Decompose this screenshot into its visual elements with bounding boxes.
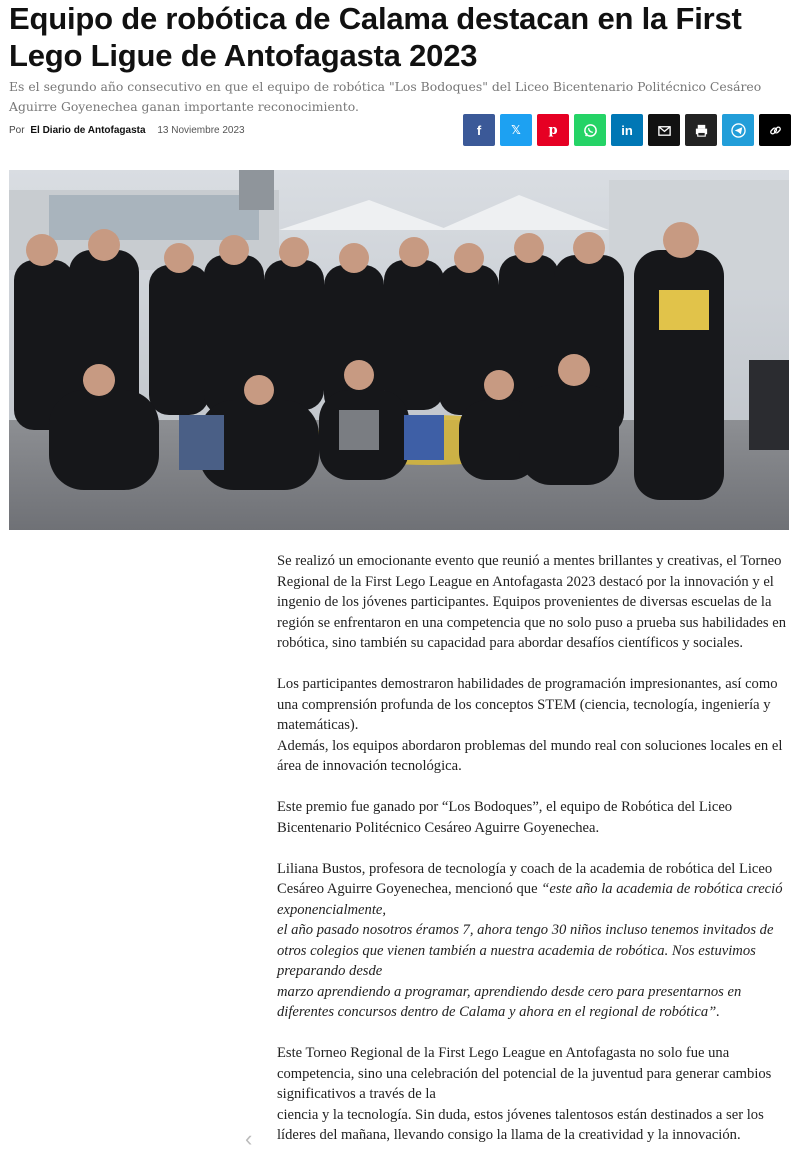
byline-prefix: Por [9, 125, 25, 136]
printer-icon [694, 123, 709, 138]
byline [9, 125, 245, 136]
author-link[interactable]: El Diario de Antofagasta [30, 125, 146, 136]
paragraph-line: Este Torneo Regional de la First Lego League en Antofagasta no solo fue una competencia, sino una celebración del potencial de la juventud para generar cambios significativos a través de la [277, 1045, 772, 1102]
paragraph-line: ciencia y la tecnología. Sin duda, estos jóvenes talentosos están destinados a ser los líderes del mañana, llevando consigo la llama de la creatividad y la innovación. [277, 1106, 764, 1143]
linkedin-share-button[interactable] [611, 114, 643, 146]
paragraph [277, 674, 792, 777]
whatsapp-icon [583, 123, 598, 138]
paragraph [277, 1043, 792, 1146]
publish-date: 13 Noviembre 2023 [157, 125, 245, 136]
article-subtitle: Es el segundo año consecutivo en que el equipo de robótica "Los Bodoques" del Liceo Bicentenario Politécnico Cesáreo Aguirre Goyenechea ganan importante reconocimiento. [9, 79, 762, 114]
paragraph: Se realizó un emocionante evento que reunió a mentes brillantes y creativas, el Torneo Regional de la First Lego League en Antofagasta 2023 destacó por la innovación y el ingenio de los jóvenes participantes. Equipos provenientes de diversas escuelas de la región se enfrentaron en una competencia que no solo puso a prueba sus habilidades en robótica, sino también su capacidad para abordar desafíos científicos y sociales. [277, 553, 786, 651]
x-share-button[interactable] [500, 114, 532, 146]
x-icon: 𝕏 [511, 123, 521, 137]
paragraph: Este premio fue ganado por “Los Bodoques”, el equipo de Robótica del Liceo Bicentenario Politécnico Cesáreo Aguirre Goyenechea. [277, 799, 733, 836]
telegram-share-button[interactable] [722, 114, 754, 146]
quote-text: marzo aprendiendo a programar, aprendiendo desde cero para presentarnos en diferentes concursos dentro de Calama y ahora en el regional de robótica”. [277, 983, 742, 1020]
team-group-photo [9, 170, 789, 530]
article-title: Equipo de robótica de Calama destacan en la First Lego Ligue de Antofagasta 2023 [9, 1, 742, 73]
facebook-icon: f [476, 122, 482, 138]
facebook-share-button[interactable] [463, 114, 495, 146]
email-share-button[interactable] [648, 114, 680, 146]
quote-text: el año pasado nosotros éramos 7, ahora tengo 30 niños incluso tenemos invitados de otros colegios que vienen también a nuestra academia de robótica. Nos estuvimos preparando desde [277, 922, 774, 979]
pinterest-share-button[interactable] [537, 114, 569, 146]
paragraph-line: Los participantes demostraron habilidades de programación impresionantes, así como una comprensión profunda de los conceptos STEM (ciencia, tecnología, ingeniería y matemáticas). [277, 676, 778, 733]
linkedin-icon: in [621, 122, 633, 138]
article-body [277, 551, 792, 1166]
print-button[interactable] [685, 114, 717, 146]
link-icon [768, 123, 783, 138]
whatsapp-share-button[interactable] [574, 114, 606, 146]
copy-link-button[interactable] [759, 114, 791, 146]
pinterest-icon: p [548, 122, 558, 138]
quote-intro: Liliana Bustos, profesora de tecnología y coach de la academia de robótica del Liceo Cesáreo Aguirre Goyenechea, mencionó que [277, 860, 773, 897]
telegram-icon [731, 123, 746, 138]
paragraph-line: Además, los equipos abordaron problemas del mundo real con soluciones locales en el área de innovación tecnológica. [277, 737, 783, 774]
paragraph [277, 859, 792, 1023]
envelope-icon [657, 123, 672, 138]
quote-text: “este año la academia de robótica creció exponencialmente, [277, 881, 783, 918]
article-photo [9, 170, 789, 530]
share-bar [463, 114, 796, 146]
chevron-left-icon[interactable]: ‹ [245, 1126, 253, 1151]
